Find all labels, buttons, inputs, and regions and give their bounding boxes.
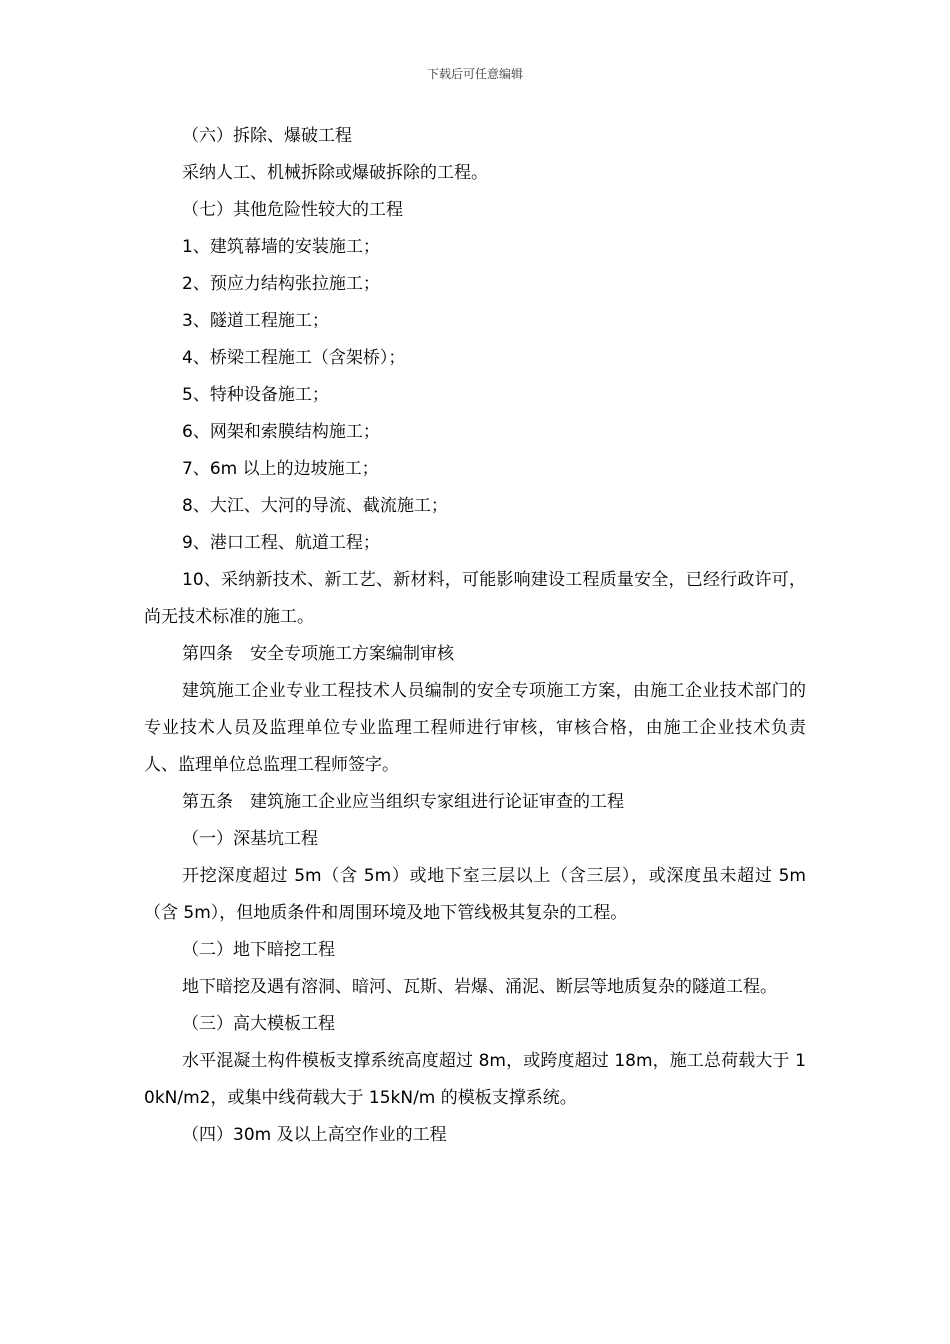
- paragraph: 水平混凝土构件模板支撑系统高度超过 8m，或跨度超过 18m，施工总荷载大于 10kN/m2，或集中线荷载大于 15kN/m 的模板支撑系统。: [144, 1051, 807, 1108]
- list-item: 9、港口工程、航道工程；: [182, 533, 380, 553]
- paragraph: 开挖深度超过 5m（含 5m）或地下室三层以上（含三层），或深度虽未超过 5m（含 5m），但地质条件和周围环境及地下管线极其复杂的工程。: [144, 866, 806, 923]
- section-heading-demolition: （六）拆除、爆破工程: [182, 126, 352, 146]
- document-body: [144, 118, 806, 1154]
- list-item: 4、桥梁工程施工（含架桥）；: [182, 348, 406, 368]
- list-item: 1、建筑幕墙的安装施工；: [182, 237, 380, 257]
- paragraph: 采纳人工、机械拆除或爆破拆除的工程。: [182, 163, 488, 183]
- section-heading-formwork: （三）高大模板工程: [182, 1014, 335, 1034]
- section-heading-other: （七）其他危险性较大的工程: [182, 200, 403, 220]
- section-heading-underground: （二）地下暗挖工程: [182, 940, 335, 960]
- list-item: 10、采纳新技术、新工艺、新材料，可能影响建设工程质量安全，已经行政许可，尚无技术标准的施工。: [144, 570, 806, 627]
- paragraph: 地下暗挖及遇有溶洞、暗河、瓦斯、岩爆、涌泥、断层等地质复杂的隧道工程。: [182, 977, 777, 997]
- list-item: 6、网架和索膜结构施工；: [182, 422, 380, 442]
- article-heading-5: 第五条 建筑施工企业应当组织专家组进行论证审查的工程: [182, 792, 624, 812]
- list-item: 8、大江、大河的导流、截流施工；: [182, 496, 448, 516]
- page-header: 下载后可任意编辑: [426, 67, 523, 81]
- article-heading-4: 第四条 安全专项施工方案编制审核: [182, 644, 454, 664]
- section-heading-high-altitude: （四）30m 及以上高空作业的工程: [182, 1125, 447, 1145]
- list-item: 2、预应力结构张拉施工；: [182, 274, 380, 294]
- list-item: 5、特种设备施工；: [182, 385, 329, 405]
- paragraph: 建筑施工企业专业工程技术人员编制的安全专项施工方案，由施工企业技术部门的专业技术人员及监理单位专业监理工程师进行审核，审核合格，由施工企业技术负责人、监理单位总监理工程师签字。: [144, 681, 806, 775]
- list-item: 3、隧道工程施工；: [182, 311, 329, 331]
- list-item: 7、6m 以上的边坡施工；: [182, 459, 379, 479]
- section-heading-deep-foundation: （一）深基坑工程: [182, 829, 318, 849]
